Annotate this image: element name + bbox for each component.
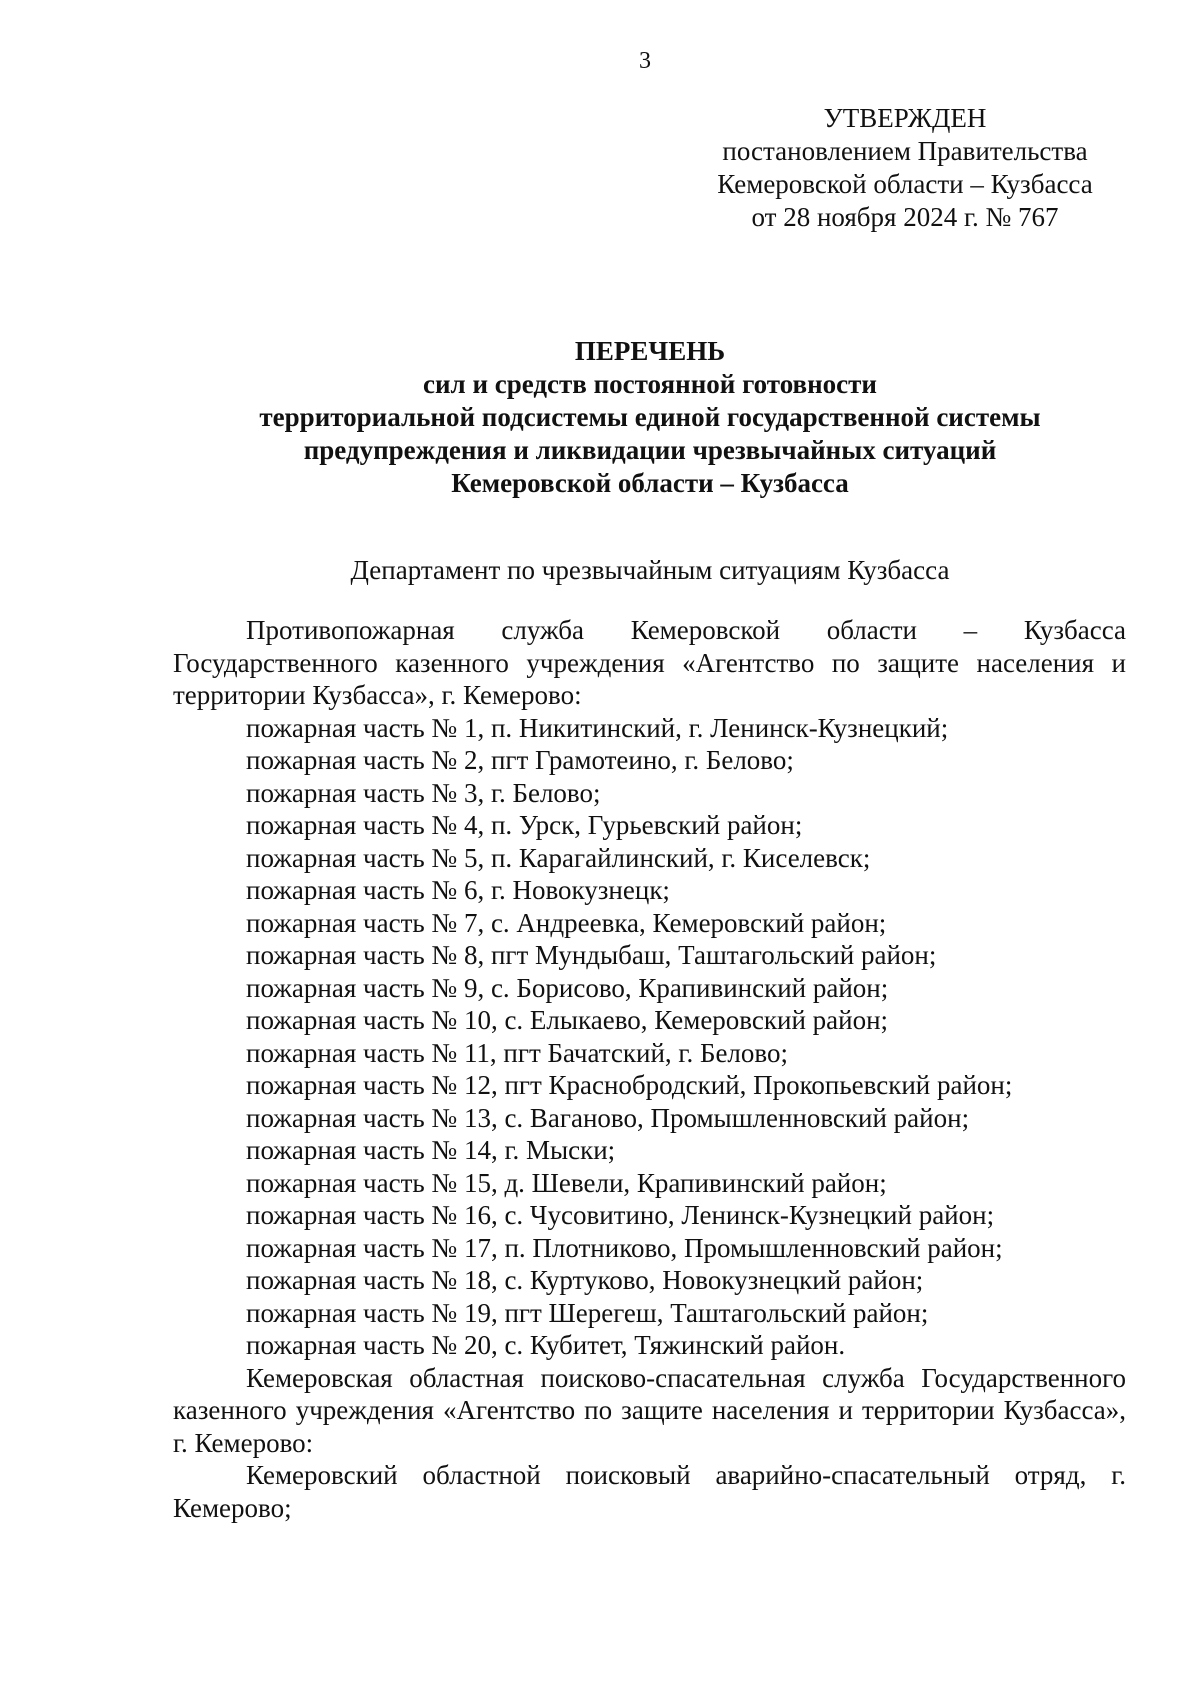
list-item: пожарная часть № 2, пгт Грамотеино, г. Белово; [246,745,794,775]
list-item: пожарная часть № 8, пгт Мундыбаш, Таштагольский район; [246,940,937,970]
list-item: пожарная часть № 9, с. Борисово, Крапивинский район; [246,972,889,1003]
title-heading: ПЕРЕЧЕНЬ [574,336,726,366]
department-heading: Департамент по чрезвычайным ситуациям Кузбасса [350,555,950,585]
list-item: пожарная часть № 4, п. Урск, Гурьевский район; [246,810,803,840]
approval-status: УТВЕРЖДЕН [823,103,987,133]
list-item: пожарная часть № 7, с. Андреевка, Кемеровский район; [246,907,887,938]
fire-service-intro: Противопожарная служба Кемеровской области – Кузбасса Государственного казенного учреждения «Агентство по защите населения и территории Кузбасса», г. Кемерово: [173,615,1126,710]
list-item: пожарная часть № 20, с. Кубитет, Тяжинский район. [246,1330,846,1360]
list-item: пожарная часть № 15, д. Шевели, Крапивинский район; [246,1167,887,1198]
approval-block [690,102,1120,234]
rescue-unit: Кемеровский областной поисковый аварийно-спасательный отряд, г. Кемерово; [173,1460,1126,1523]
title-line: Кемеровской области – Кузбасса [451,468,849,498]
approval-decree: постановлением Правительства [722,136,1088,166]
page-number: 3 [639,48,651,74]
title-line: сил и средств постоянной готовности [423,369,877,399]
list-item: пожарная часть № 17, п. Плотниково, Промышленновский район; [246,1232,1003,1263]
list-item: пожарная часть № 14, г. Мыски; [246,1135,616,1165]
list-item: пожарная часть № 10, с. Елыкаево, Кемеровский район; [246,1005,889,1035]
list-item: пожарная часть № 12, пгт Краснобродский, Прокопьевский район; [246,1070,1013,1100]
list-item: пожарная часть № 1, п. Никитинский, г. Ленинск-Кузнецкий; [246,712,949,743]
document-body [173,614,1126,1524]
list-item: пожарная часть № 18, с. Куртуково, Новокузнецкий район; [246,1265,924,1295]
rescue-service-intro: Кемеровская областная поисково-спасательная служба Государственного казенного учреждения «Агентство по защите населения и территории Кузбасса», г. Кемерово: [173,1362,1126,1458]
list-item: пожарная часть № 11, пгт Бачатский, г. Белово; [246,1037,788,1068]
document-title [170,335,1130,500]
title-line: территориальной подсистемы единой государственной системы [259,402,1041,432]
title-line: предупреждения и ликвидации чрезвычайных ситуаций [303,435,997,465]
list-item: пожарная часть № 3, г. Белово; [246,777,601,808]
list-item: пожарная часть № 6, г. Новокузнецк; [246,875,670,905]
list-item: пожарная часть № 5, п. Карагайлинский, г. Киселевск; [246,842,871,873]
list-item: пожарная часть № 19, пгт Шерегеш, Таштагольский район; [246,1297,929,1328]
approval-region: Кемеровской области – Кузбасса [717,169,1093,199]
list-item: пожарная часть № 13, с. Ваганово, Промышленновский район; [246,1102,970,1133]
approval-date-number: от 28 ноября 2024 г. № 767 [751,202,1059,232]
list-item: пожарная часть № 16, с. Чусовитино, Ленинск-Кузнецкий район; [246,1200,995,1230]
fire-station-list [173,712,1126,1362]
